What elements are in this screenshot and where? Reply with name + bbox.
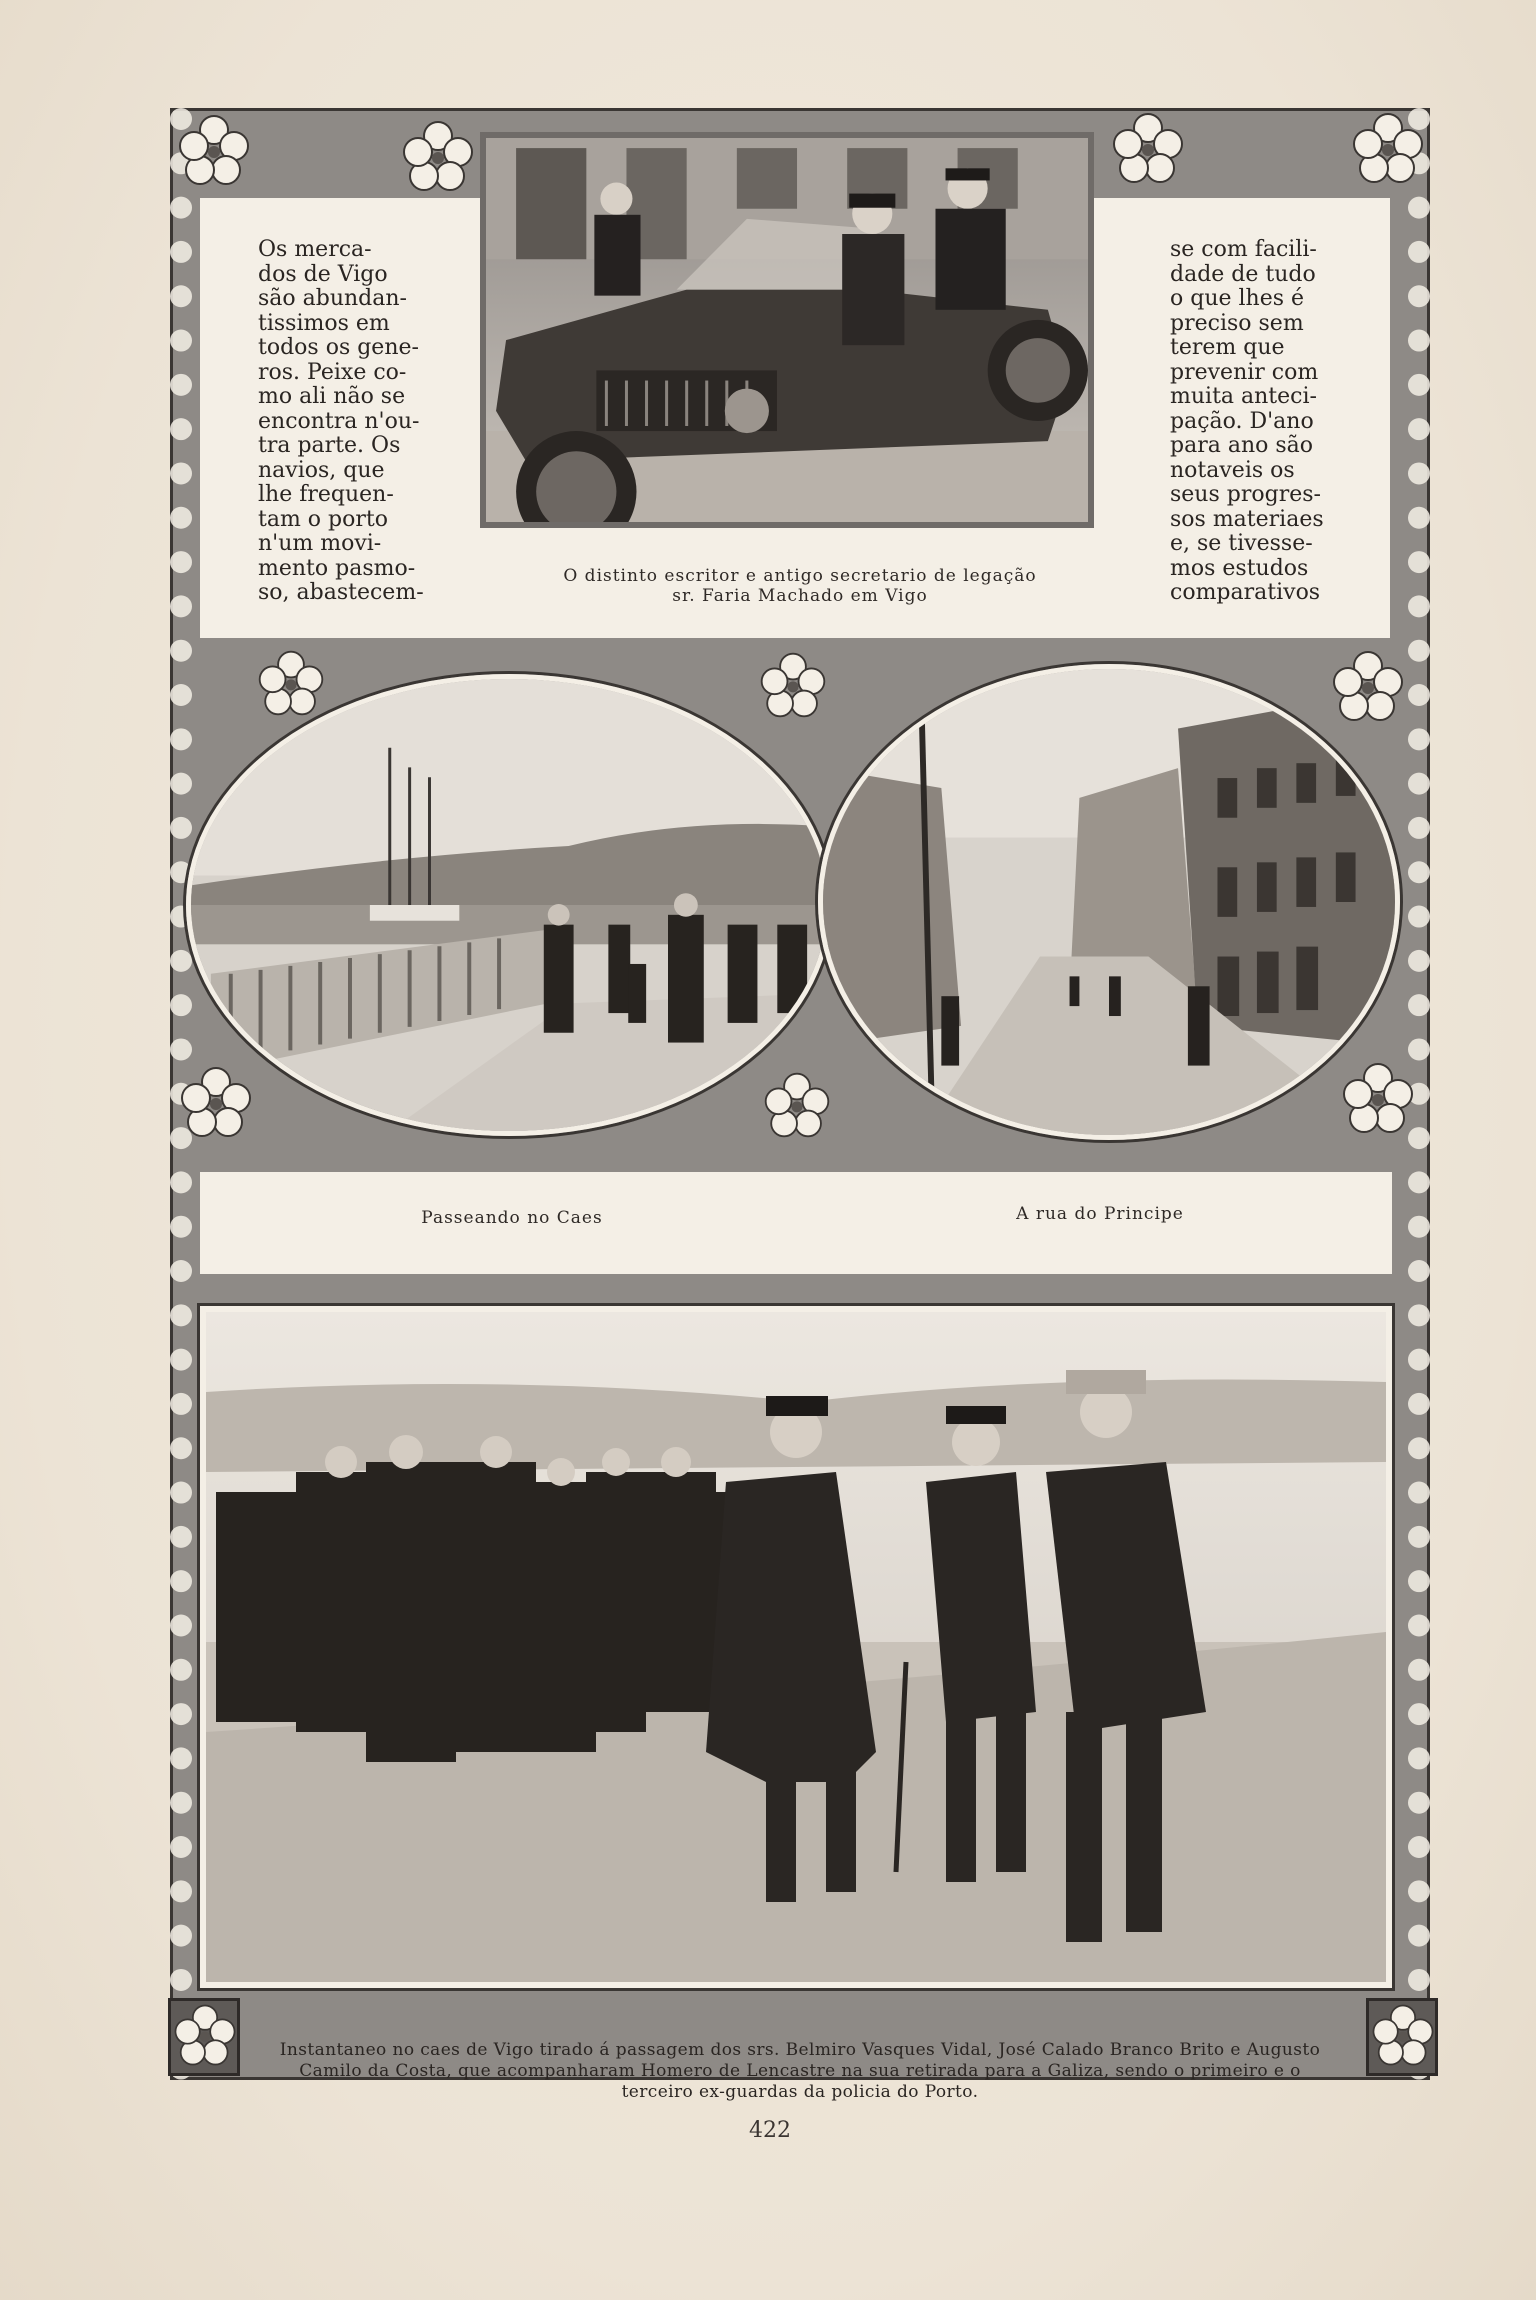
- bottom-photo-caption: Instantaneo no caes de Vigo tirado á passagem dos srs. Belmiro Vasques Vidal, José Calado Branco Brito e Augusto Camilo da Costa, que acompanharam Homero de Lencastre na sua retirada para a Galiza, sendo o primeiro e o terceiro ex-guardas da policia do Porto.: [279, 2040, 1321, 2102]
- street-oval-photo: [818, 664, 1400, 1140]
- flower-ornament-lower-center: [762, 1070, 832, 1140]
- flower-ornament-mid-right: [1330, 648, 1406, 724]
- car-photo-caption-line1: O distinto escritor e antigo secretario de legação: [563, 566, 1037, 586]
- right-column-text: se com facili- dade de tudo o que lhes é preciso sem terem que prevenir com muita anteci- pação. D'ano para ano são notaveis os seus progres- sos materiaes e, se tivesse- mos estudos comparativos: [1170, 237, 1324, 605]
- flower-ornament-mid-center: [758, 650, 828, 720]
- flower-ornament-top-left: [176, 112, 252, 188]
- page-number: 422: [749, 2118, 791, 2143]
- car-photo-caption: [540, 566, 1060, 606]
- flower-ornament-bottom-left: [172, 2002, 238, 2068]
- flower-ornament-lower-right: [1340, 1060, 1416, 1136]
- flower-ornament-top-right: [1350, 110, 1426, 186]
- quay-oval-image: [191, 679, 827, 1131]
- car-photo-caption-line2: sr. Faria Machado em Vigo: [672, 586, 928, 606]
- flower-ornament-lower-left: [178, 1064, 254, 1140]
- flower-ornament-bottom-right: [1370, 2002, 1436, 2068]
- car-photo: [480, 132, 1094, 528]
- street-oval-caption: A rua do Principe: [1016, 1204, 1184, 1224]
- left-column-text: Os merca- dos de Vigo são abundan- tissimos em todos os gene- ros. Peixe co- mo ali não se encontra n'ou- tra parte. Os navios, que lhe frequen- tam o porto n'um movi- mento pasmo- so, abastecem-: [258, 237, 424, 605]
- quay-walkers-photo: [200, 1306, 1392, 1988]
- flower-ornament-top-2: [400, 118, 476, 194]
- flower-ornament-mid-left: [256, 648, 326, 718]
- street-oval-image: [823, 669, 1395, 1135]
- car-photo-image: [486, 138, 1088, 522]
- quay-oval-caption: Passeando no Caes: [421, 1208, 603, 1228]
- quay-walkers-image: [206, 1312, 1386, 1982]
- flower-ornament-top-3: [1110, 110, 1186, 186]
- quay-oval-photo: [186, 674, 832, 1136]
